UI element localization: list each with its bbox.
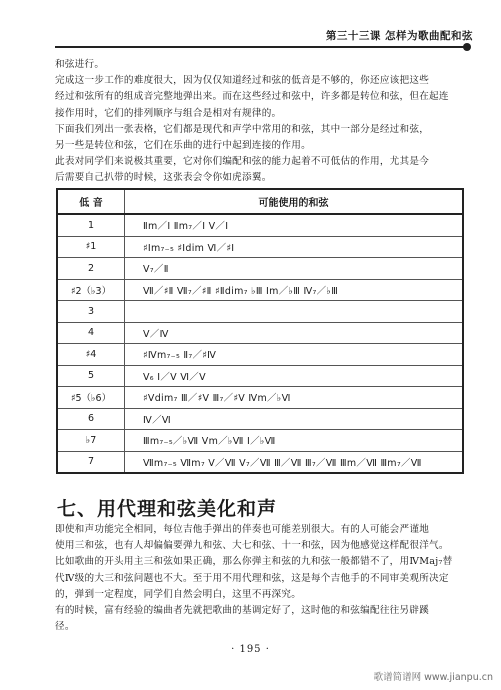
chords-cell — [125, 301, 464, 323]
text-line: 即使和声功能完全相同，每位吉他手弹出的伴奏也可能差别很大。有的人可能会严谨地 — [55, 524, 430, 535]
text-line: 有的时候，富有经验的编曲者先就把歌曲的基调定好了，这时他的和弦编配往往另辟蹊 — [55, 605, 430, 617]
text-line: 使用三和弦，也有人却偏偏要弹九和弦、大七和弦、十一和弦，因为他感觉这样配很洋气。 — [55, 540, 449, 552]
table-row — [57, 258, 463, 280]
bass-note-cell: 6 — [57, 408, 125, 430]
text-line: 径。 — [55, 621, 75, 633]
table-row — [57, 408, 463, 430]
table-row — [57, 387, 463, 409]
bass-note-cell: ♯4 — [57, 344, 125, 366]
text-line: 经过和弦所有的组成音完整地弹出来。而在这些经过和弦中，许多都是转位和弦，但在起连 — [55, 91, 449, 103]
table-row — [57, 451, 463, 473]
bass-note-cell: 4 — [57, 322, 125, 344]
table-row — [57, 344, 463, 366]
bass-note-cell: 3 — [57, 301, 125, 323]
chords-cell: Ⅲm₇₋₅／♭Ⅶ Ⅴm／♭Ⅶ Ⅰ／♭Ⅶ — [125, 430, 464, 452]
table-header-row — [57, 189, 463, 214]
text-line: 完成这一步工作的难度很大，因为仅仅知道经过和弦的低音是不够的，你还应该把这些 — [55, 75, 430, 87]
section-text — [55, 522, 467, 635]
chords-cell: ♯Ⅳm₇₋₅ Ⅱ₇／♯Ⅳ — [125, 344, 464, 366]
table-row — [57, 322, 463, 344]
chords-cell: Ⅶm₇₋₅ Ⅶm₇ Ⅴ／Ⅶ Ⅴ₇／Ⅶ Ⅲ／Ⅶ Ⅲ₇／Ⅶ Ⅲm／Ⅶ Ⅲm₇／Ⅶ — [125, 451, 464, 473]
text-line: 后需要自己扒带的时候，这张表会令你如虎添翼。 — [55, 172, 272, 184]
bass-note-cell: 7 — [57, 451, 125, 473]
header-rule — [55, 46, 467, 48]
bass-note-cell: 5 — [57, 365, 125, 387]
bass-note-cell: 1 — [57, 214, 125, 236]
chords-cell: Ⅴ₇／Ⅱ — [125, 258, 464, 280]
chords-cell: Ⅴ／Ⅳ — [125, 322, 464, 344]
text-line: 此表对同学们来说极其重要，它对你们编配和弦的能力起着不可低估的作用，尤其是今 — [55, 156, 430, 168]
table-row — [57, 236, 463, 258]
header-bullet-icon — [463, 43, 471, 51]
text-line: 代Ⅳ级的大三和弦问题也不大。至于用不用代理和弦，这是每个吉他手的不同审美观所决定 — [55, 572, 449, 584]
chords-cell: ♯Ⅴdim₇ Ⅲ／♯Ⅴ Ⅲ₇／♯Ⅴ Ⅳm／♭Ⅵ — [125, 387, 464, 409]
text-line: 和弦进行。 — [55, 59, 105, 70]
bass-note-cell: ♯1 — [57, 236, 125, 258]
text-line: 的，弹到一定程度，同学们自然会明白，这里不再深究。 — [55, 588, 302, 600]
text-line: 下面我们列出一张表格，它们都是现代和声学中常用的和弦，其中一部分是经过和弦， — [55, 123, 430, 135]
chords-cell: Ⅳ／Ⅵ — [125, 408, 464, 430]
running-header-title: 第三十三课 怎样为歌曲配和弦 — [325, 30, 473, 42]
column-header-bass-note: 低 音 — [57, 189, 125, 214]
page-number: · 195 · — [231, 644, 270, 655]
text-line: 另一些是转位和弦，它们在乐曲的进行中起到连接的作用。 — [55, 140, 311, 152]
intro-text — [55, 57, 467, 187]
bass-note-cell: 2 — [57, 258, 125, 280]
section-heading: 七、用代理和弦美化和声 — [57, 498, 278, 520]
table-row — [57, 365, 463, 387]
chords-cell: Ⅶ／♯Ⅱ Ⅶ₇／♯Ⅱ ♯Ⅱdim₇ ♭Ⅲ Ⅰm／♭Ⅲ Ⅳ₇／♭Ⅲ — [125, 279, 464, 301]
text-line: 比如歌曲的开头用主三和弦如果正确，那么你弹主和弦的九和弦一般都错不了，用ⅣMaj₇替 — [55, 556, 453, 568]
text-line: 接作用时，它们的排列顺序与组合是相对有规律的。 — [55, 107, 282, 119]
bass-note-cell: ♯5（♭6） — [57, 387, 125, 409]
chords-cell: ♯Ⅰm₇₋₅ ♯Ⅰdim Ⅵ／♯Ⅰ — [125, 236, 464, 258]
table-row — [57, 214, 463, 236]
table-row — [57, 279, 463, 301]
table-row — [57, 430, 463, 452]
chords-cell: Ⅴ₆ Ⅰ／Ⅴ Ⅵ／Ⅴ — [125, 365, 464, 387]
table-row — [57, 301, 463, 323]
chords-cell: Ⅱm／Ⅰ Ⅱm₇／Ⅰ Ⅴ／Ⅰ — [125, 214, 464, 236]
bass-note-cell: ♯2（♭3） — [57, 279, 125, 301]
bass-note-cell: ♭7 — [57, 430, 125, 452]
column-header-chords: 可能使用的和弦 — [125, 189, 464, 214]
site-watermark: 歌谱简谱网 www.jianpu.cn — [373, 672, 493, 683]
bass-chord-table — [56, 188, 464, 474]
